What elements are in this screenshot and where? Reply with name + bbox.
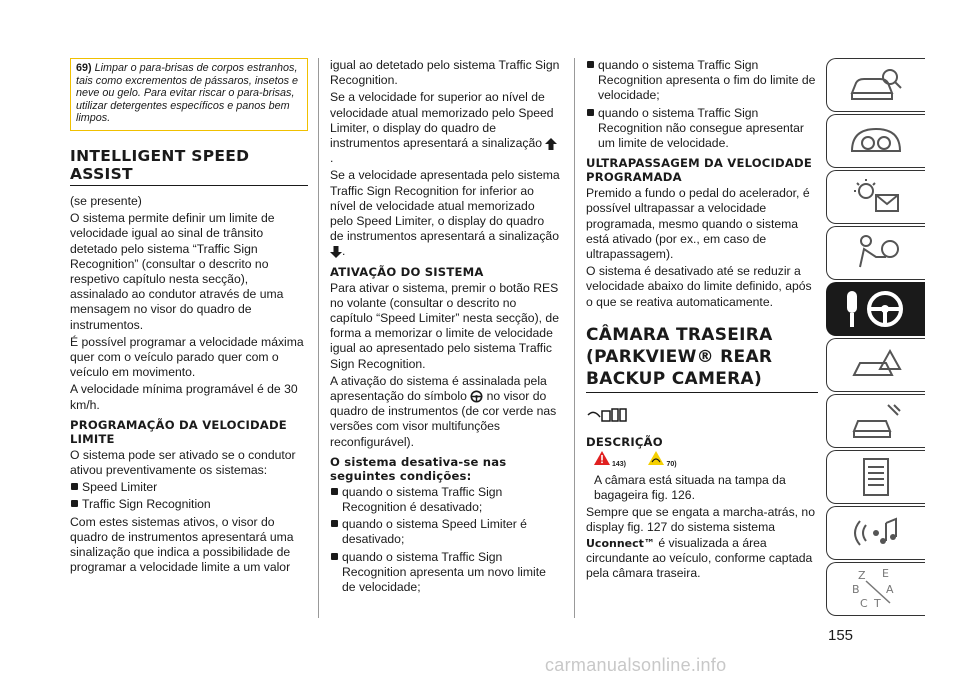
column-3 — [586, 58, 818, 583]
bullet-item: Traffic Sign Recognition — [70, 497, 308, 512]
svg-text:A: A — [886, 583, 894, 596]
bullet-item: quando o sistema Traffic Sign Recognition é desativado; — [330, 485, 560, 515]
note-box — [70, 58, 308, 131]
warning-refs — [586, 451, 818, 470]
paragraph: Para ativar o sistema, premir o botão RES no volante (consultar o descrito no capítulo “Speed Limiter” nesta secção), de forma a memorizar o limite de velocidade igual ao apresentado pelo sistema Traffic Sign Recognition. — [330, 280, 559, 371]
chapter-tab-driving[interactable] — [826, 282, 925, 336]
chapter-tab-technical-data[interactable] — [826, 450, 925, 504]
warning-ref — [594, 451, 626, 468]
column-divider — [574, 58, 575, 618]
paragraph — [330, 374, 560, 450]
paragraph-text: Sempre que se engata a marcha-atrás, no display fig. 127 do sistema sistema — [586, 505, 815, 535]
arrow-down-icon — [330, 246, 342, 258]
paragraph-text: A ativação do sistema é assinalada pela apresentação do símbolo — [330, 373, 547, 404]
warning-triangle-red-icon — [594, 451, 610, 465]
airbag-seat-icon — [846, 233, 906, 273]
paragraph-text: no visor do quadro de instrumentos (de cor verde nas versões com visor multifunções reconfigurável). — [330, 389, 557, 449]
svg-text:T: T — [874, 597, 881, 610]
column-2 — [330, 58, 560, 597]
svg-text:E: E — [882, 567, 889, 580]
paragraph: (se presente) — [70, 193, 142, 208]
chapter-tab-lights-messages[interactable] — [826, 170, 925, 224]
column-divider — [318, 58, 319, 618]
warning-triangle-yellow-icon — [648, 451, 664, 465]
paragraph: Com estes sistemas ativos, o visor do quadro de instrumentos apresentará uma sinalização que indica a possibilidade de programar a velocidade limite a um valor — [70, 514, 294, 575]
paragraph: O sistema pode ser ativado se o condutor ativou preventivamente os sistemas: — [70, 447, 296, 478]
bullet-item: quando o sistema Traffic Sign Recognition apresenta o fim do limite de velocidade; — [586, 58, 818, 104]
document-list-icon — [846, 457, 906, 497]
brand-uconnect: Uconnect™ — [586, 536, 655, 550]
paragraph — [586, 505, 818, 581]
paragraph-text: Se a velocidade apresentada pelo sistema Traffic Sign Recognition for inferior ao nível de velocidade atual memorizado pelo Speed Limiter, o display do quadro de instrumentos apresentará a sinalização — [330, 168, 560, 244]
heading-desativacao: O sistema desativa-se nas seguintes condições: — [330, 454, 507, 483]
heading-descricao: DESCRIÇÃO — [586, 434, 663, 449]
paragraph: A velocidade mínima programável é de 30 km/h. — [70, 382, 298, 412]
key-steering-wheel-icon — [841, 287, 911, 331]
bullet-item: quando o sistema Traffic Sign Recognition apresenta um novo limite de velocidade; — [330, 550, 560, 596]
arrow-up-icon — [545, 138, 557, 150]
paragraph: O sistema é desativado até se reduzir a velocidade abaixo do limite definido, após o que se reativa automaticamente. — [586, 264, 812, 309]
speed-limit-steering-icon — [470, 390, 483, 403]
light-message-icon — [846, 177, 906, 217]
chapter-tab-safety[interactable] — [826, 226, 925, 280]
chapter-tab-maintenance[interactable] — [826, 394, 925, 448]
paragraph: Premido a fundo o pedal do acelerador, é possível ultrapassar a velocidade programada, mesmo quando o sistema está ativado (por ex., em caso de ultrapassagem). — [586, 186, 810, 262]
chapter-tab-multimedia[interactable] — [826, 506, 925, 560]
svg-text:C: C — [860, 597, 868, 610]
paragraph: É possível programar a velocidade máxima quer com o veículo parado quer com o veículo em movimento. — [70, 334, 304, 380]
note-text: Limpar o para-brisas de corpos estranhos, tais como excrementos de pássaros, insetos e neve ou gelo. Para evitar riscar o para-brisas, utilizar detergentes específicos e panos bem limpos. — [76, 62, 299, 125]
bullet-item: quando o sistema Traffic Sign Recognition não consegue apresentar um limite de velocidade. — [586, 106, 818, 152]
chapter-tab-dashboard[interactable] — [826, 114, 925, 168]
dashboard-icon — [846, 121, 906, 161]
paragraph-text: Se a velocidade for superior ao nível de velocidade atual memorizado pelo Speed Limiter, o display do quadro de instrumentos apresentará a sinalização — [330, 90, 554, 151]
section-title-camera: CÂMARA TRASEIRA (PARKVIEW® REAR BACKUP CAMERA) — [586, 324, 818, 393]
alphabetical-index-icon — [846, 567, 906, 611]
heading-programacao: PROGRAMAÇÃO DA VELOCIDADE LIMITE — [70, 417, 287, 446]
paragraph: A câmara está situada na tampa da bagageira fig. 126. — [594, 472, 786, 503]
heading-ultrapassagem: ULTRAPASSAGEM DA VELOCIDADE PROGRAMADA — [586, 156, 812, 185]
chapter-tab-emergency[interactable] — [826, 338, 925, 392]
heading-ativacao: ATIVAÇÃO DO SISTEMA — [330, 264, 484, 279]
paragraph: Se a velocidade apresentada pelo sistema Traffic Sign Recognition for inferior ao nível de velocidade atual memorizado pelo Speed Limiter, o display do quadro de instrumentos apresentará a sinalização . — [330, 168, 560, 259]
bullet-item: quando o sistema Speed Limiter é desativado; — [330, 517, 560, 547]
note-number: 69) — [76, 62, 92, 74]
paragraph: igual ao detetado pelo sistema Traffic Sign Recognition. — [330, 58, 560, 88]
chapter-tab-vehicle[interactable] — [826, 58, 925, 112]
paragraph: O sistema permite definir um limite de velocidade igual ao sinal de trânsito detetado pelo sistema “Traffic Sign Recognition” (consultar o descrito no respetivo capítulo nesta secção), assinalado ao condutor através de uma mensagem no visor do quadro de instrumentos. — [70, 211, 284, 332]
chapter-tab-index[interactable] — [826, 562, 925, 616]
svg-text:B: B — [852, 583, 860, 596]
column-1 — [70, 58, 308, 577]
maintenance-car-icon — [846, 401, 906, 441]
rear-camera-icon — [586, 403, 630, 425]
bullet-item: Speed Limiter — [70, 480, 308, 495]
emergency-icon — [846, 345, 906, 385]
warning-ref-number: 70) — [666, 460, 677, 468]
warning-ref — [648, 451, 676, 468]
svg-text:Z: Z — [858, 569, 866, 582]
watermark: carmanualsonline.info — [545, 655, 727, 675]
paragraph-text: é visualizada a área circundante ao veículo, conforme captada pela câmara traseira. — [586, 535, 813, 581]
paragraph: Se a velocidade for superior ao nível de velocidade atual memorizado pelo Speed Limiter, o display do quadro de instrumentos apresentará a sinalização . — [330, 90, 560, 166]
multimedia-icon — [846, 513, 906, 553]
car-search-icon — [846, 65, 906, 105]
warning-ref-number: 143) — [612, 460, 627, 468]
section-title-isa: INTELLIGENT SPEED ASSIST — [70, 147, 308, 186]
page-number: 155 — [828, 627, 854, 644]
